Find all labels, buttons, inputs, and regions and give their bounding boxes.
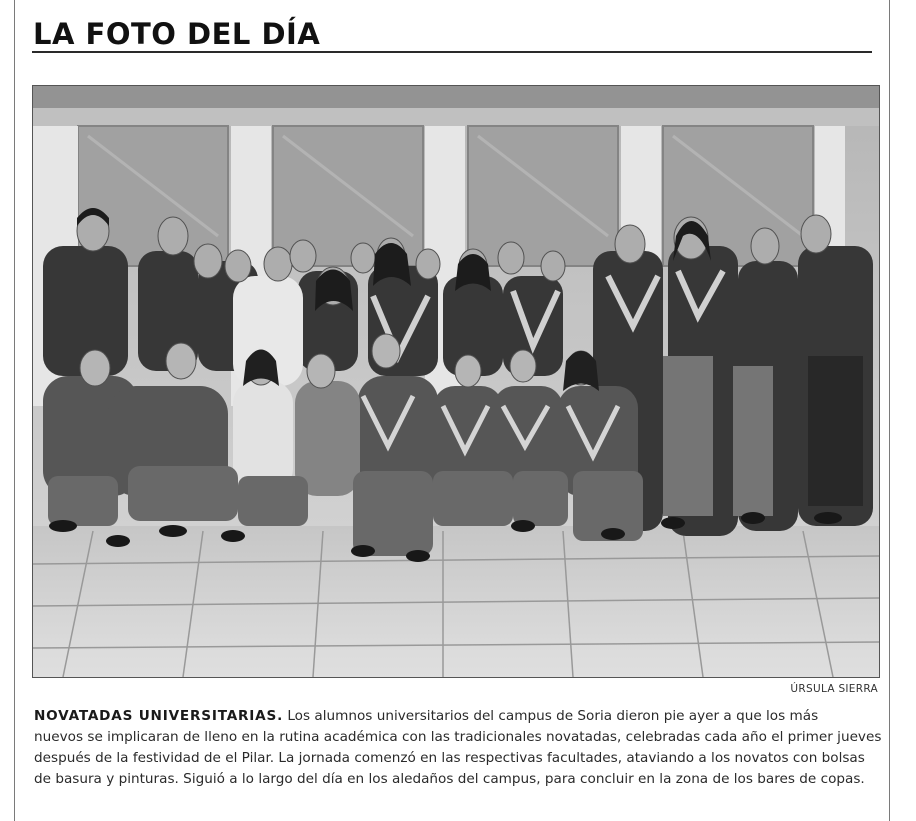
title-underline [32, 51, 872, 53]
caption-lead: NOVATADAS UNIVERSITARIAS. [34, 708, 284, 724]
photo-credit: ÚRSULA SIERRA [790, 683, 878, 695]
group-photo-image [33, 86, 879, 677]
section-title: LA FOTO DEL DÍA [33, 17, 321, 51]
caption-line-4: de basura y pinturas. Siguió a lo largo del día en los aledaños del campus, para concluir en la zona de los bares de copas. [34, 771, 865, 787]
caption-line-2: nuevos se implicaran de lleno en la rutina académica con las tradicionales novatadas, celebradas cada año el primer jueves [34, 729, 882, 745]
group-photo [32, 85, 880, 678]
caption-line-1 [34, 706, 882, 727]
right-column-rule [889, 0, 890, 821]
caption-line-3: después de la festividad de el Pilar. La jornada comenzó en las respectivas facultades, ataviando a los novatos con bolsas [34, 750, 865, 766]
caption-line-1-text: Los alumnos universitarios del campus de Soria dieron pie ayer a que los más [283, 708, 819, 724]
left-column-rule [14, 0, 15, 821]
photo-caption [34, 706, 882, 790]
